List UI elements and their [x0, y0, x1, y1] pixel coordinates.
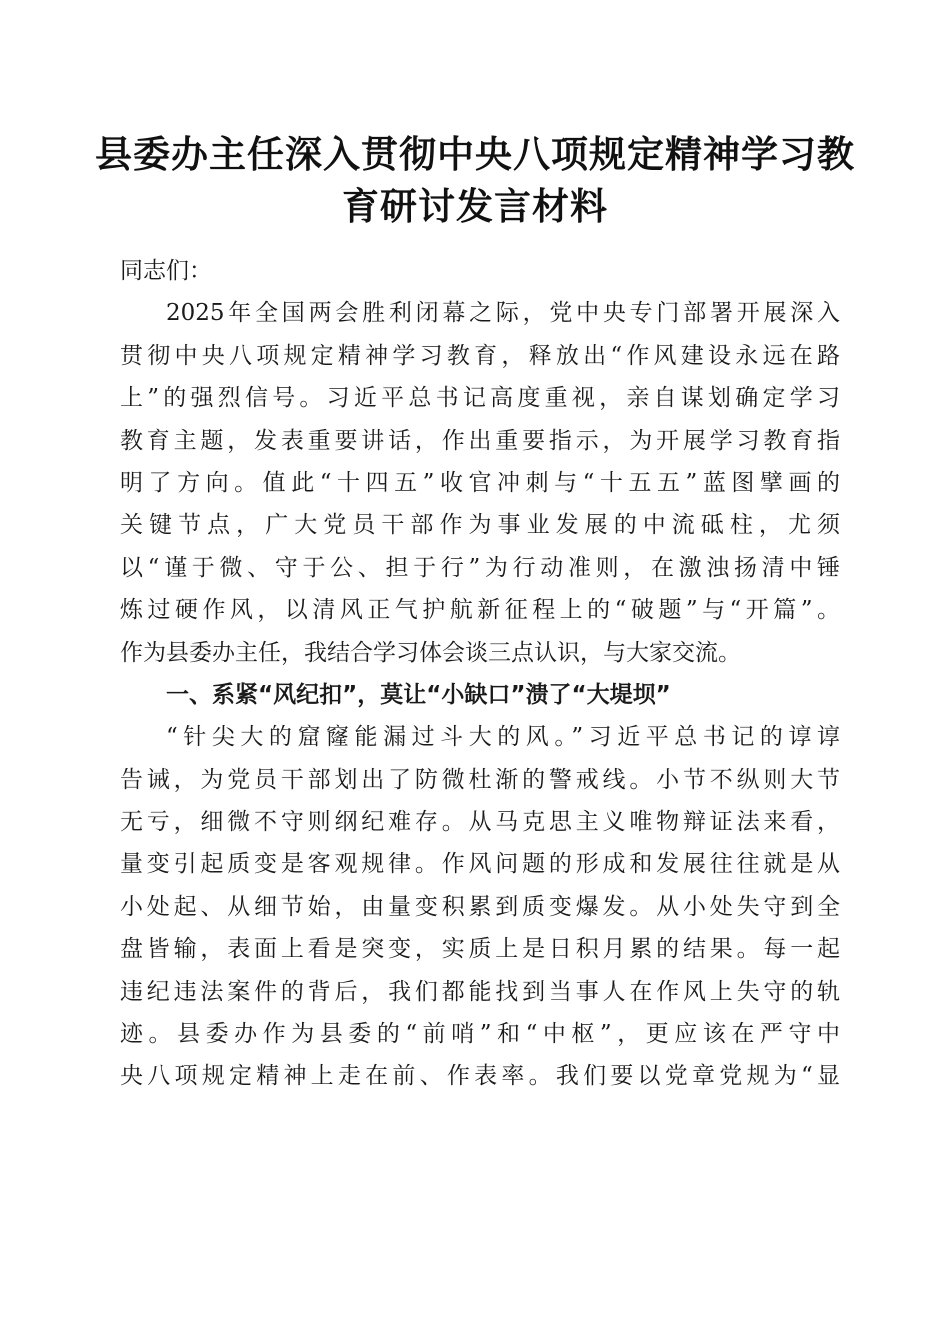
- title-line: 育研讨发言材料: [342, 184, 608, 228]
- paragraph-line: “针尖大的窟窿能漏过斗大的风。”习近平总书记的谆谆: [166, 724, 840, 751]
- paragraph-intro: [120, 292, 840, 674]
- paragraph-line: 炼过硬作风，以清风正气护航新征程上的“破题”与“开篇”。: [120, 597, 840, 624]
- title-line: 县委办主任深入贯彻中央八项规定精神学习教: [95, 132, 855, 176]
- paragraph-section-1: [120, 716, 840, 1098]
- paragraph-line: 明了方向。值此“十四五”收官冲刺与“十五五”蓝图擘画的: [120, 469, 840, 496]
- paragraph-line: 告诫，为党员干部划出了防微杜渐的警戒线。小节不纵则大节: [120, 766, 840, 793]
- paragraph-line: 教育主题，发表重要讲话，作出重要指示，为开展学习教育指: [120, 427, 840, 454]
- paragraph-line: 央八项规定精神上走在前、作表率。我们要以党章党规为“显: [120, 1063, 840, 1090]
- paragraph-line: 贯彻中央八项规定精神学习教育，释放出“作风建设永远在路: [120, 342, 840, 369]
- paragraph-line: 无亏，细微不守则纲纪难存。从马克思主义唯物辩证法来看，: [120, 809, 840, 836]
- document-body: [120, 250, 840, 1098]
- paragraph-line: 违纪违法案件的背后，我们都能找到当事人在作风上失守的轨: [120, 978, 840, 1005]
- paragraph-line: 盘皆输，表面上看是突变，实质上是日积月累的结果。每一起: [120, 936, 840, 963]
- document-title: [90, 128, 860, 232]
- paragraph-line: 上”的强烈信号。习近平总书记高度重视，亲自谋划确定学习: [120, 385, 840, 412]
- paragraph-line: 2025年全国两会胜利闭幕之际，党中央专门部署开展深入: [166, 300, 840, 327]
- paragraph-line: 小处起、从细节始，由量变积累到质变爆发。从小处失守到全: [120, 893, 840, 920]
- salutation: 同志们：: [120, 258, 212, 284]
- paragraph-line: 以“谨于微、守于公、担于行”为行动准则，在激浊扬清中锤: [120, 554, 840, 581]
- paragraph-line: 关键节点，广大党员干部作为事业发展的中流砥柱，尤须: [120, 512, 840, 539]
- paragraph-line: 量变引起质变是客观规律。作风问题的形成和发展往往就是从: [120, 851, 840, 878]
- paragraph-line: 作为县委办主任，我结合学习体会谈三点认识，与大家交流。: [120, 639, 741, 666]
- section-heading: 一、系紧“风纪扣”，莫让“小缺口”溃了“大堤坝”: [166, 681, 671, 708]
- paragraph-line: 迹。县委办作为县委的“前哨”和“中枢”，更应该在严守中: [120, 1021, 840, 1048]
